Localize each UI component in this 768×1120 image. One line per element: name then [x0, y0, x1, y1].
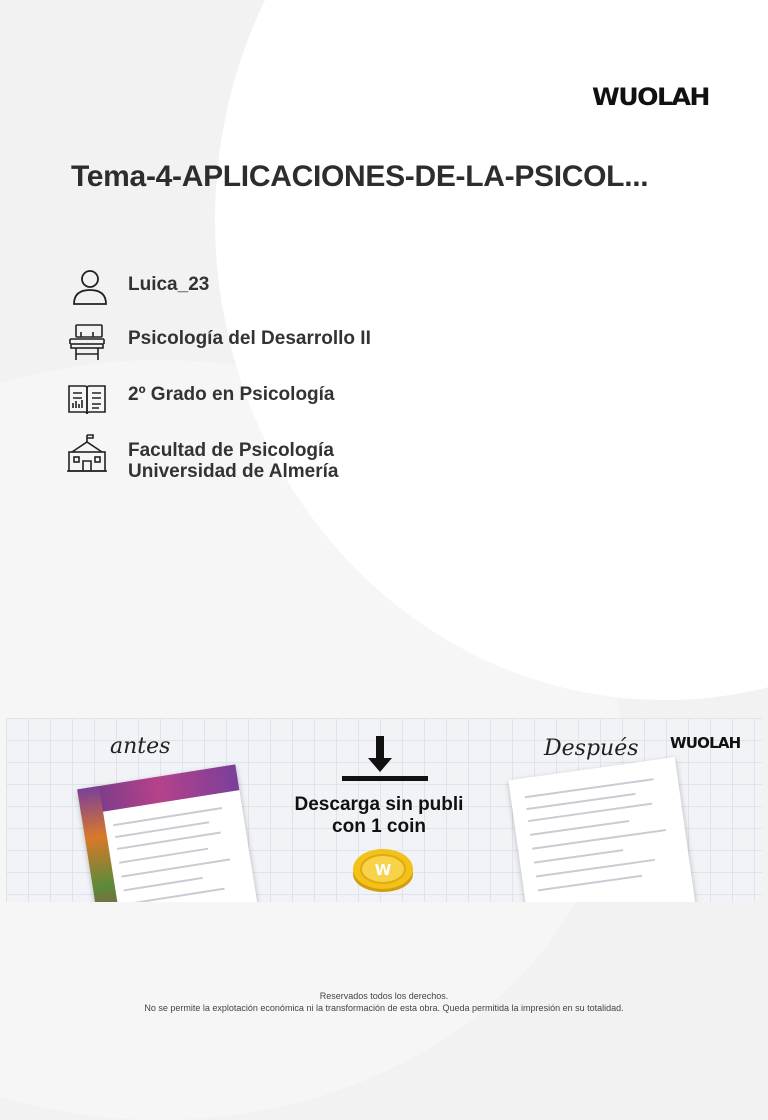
download-banner[interactable]	[6, 718, 762, 902]
after-document-thumbnail	[508, 757, 695, 902]
copyright-footer	[0, 990, 768, 1014]
university-name: Universidad de Almería	[128, 461, 339, 482]
download-promo-text	[284, 794, 474, 838]
faculty-name: Facultad de Psicología	[128, 440, 334, 461]
before-document-thumbnail	[77, 764, 258, 902]
desk-icon	[66, 320, 108, 362]
subject-row	[66, 320, 371, 362]
institution-row	[66, 432, 338, 482]
author-row	[66, 266, 209, 308]
building-icon	[66, 432, 108, 474]
document-title: Tema-4-APLICACIONES-DE-LA-PSICOL...	[71, 160, 649, 193]
degree-name: 2º Grado en Psicología	[128, 384, 335, 405]
banner-wuolah-logo: WUOLAH	[670, 734, 741, 752]
before-label: antes	[110, 734, 171, 759]
coin-icon	[352, 844, 414, 894]
wuolah-logo[interactable]: WUOLAH	[592, 83, 709, 111]
download-arrow-icon	[338, 732, 428, 788]
author-name: Luica_23	[128, 274, 210, 295]
institution-text	[128, 432, 338, 482]
footer-line-2: No se permite la explotación económica ni la transformación de esta obra. Queda permitida la impresión en su totalidad.	[144, 1003, 624, 1013]
footer-line-1: Reservados todos los derechos.	[319, 991, 449, 1001]
degree-row	[66, 376, 335, 418]
user-icon	[66, 266, 108, 308]
after-label: Después	[544, 736, 639, 761]
svg-text:W: W	[374, 861, 392, 879]
book-icon	[66, 376, 108, 418]
promo-line-1: Descarga sin publi	[294, 794, 464, 815]
promo-line-2: con 1 coin	[332, 816, 426, 837]
subject-name: Psicología del Desarrollo II	[128, 328, 371, 349]
